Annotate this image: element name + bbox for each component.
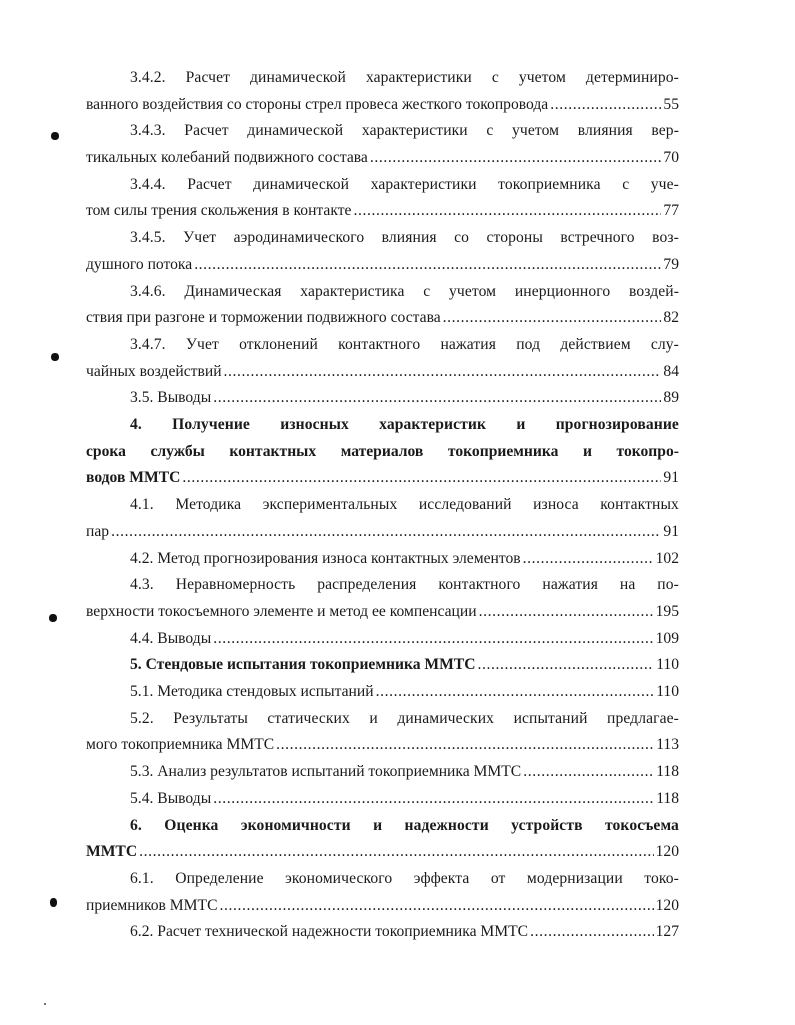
toc-number: 4.1. <box>130 496 154 514</box>
toc-number: 5.3. <box>130 763 154 781</box>
toc-entry-4: 4. Получение износных характеристик и прогнозирование срока службы контактных материалов токоприемника и токопро- водов ММТС ..... 91 <box>86 412 679 492</box>
toc-title-continuation: водов ММТС <box>86 469 181 487</box>
toc-number: 6.2. <box>130 923 154 941</box>
page-number: 120 <box>655 843 679 861</box>
page-number: 91 <box>663 522 679 540</box>
dot-leader <box>443 305 662 332</box>
dot-leader <box>111 519 661 546</box>
toc-title: Метод прогнозирования износа контактных элементов <box>157 549 521 567</box>
dot-leader <box>213 626 653 653</box>
toc-number: 3.4.2. <box>130 69 166 86</box>
scan-speck <box>44 1003 46 1005</box>
toc-entry-4-4 <box>86 626 679 653</box>
dot-leader <box>224 359 662 386</box>
toc-entry-4-1: 4.1. Методика экспериментальных исследований износа контактных пар ..... 91 <box>86 492 679 545</box>
toc-entry-5-3 <box>86 759 679 786</box>
page-number: 127 <box>655 923 679 941</box>
toc-title: Выводы <box>157 389 212 407</box>
scan-speck <box>51 353 59 361</box>
dot-leader <box>376 679 655 706</box>
dot-leader <box>530 919 654 946</box>
toc-title-continuation: ванного воздействия со стороны стрел провеса жесткого токопровода <box>86 95 549 113</box>
toc-number: 4. <box>130 416 142 434</box>
page-number: 82 <box>663 309 679 327</box>
dot-leader <box>182 465 661 492</box>
toc-entry-5-4 <box>86 786 679 813</box>
dot-leader <box>523 546 654 573</box>
toc-number: 6.1. <box>130 870 154 887</box>
toc-title-continuation: пар <box>86 522 110 540</box>
dot-leader <box>219 893 653 920</box>
toc-entry-6: 6. Оценка экономичности и надежности устройств токосъема ММТС ..... 120 <box>86 813 679 866</box>
toc-number: 3.4.5. <box>130 229 166 247</box>
toc-number: 5.4. <box>130 789 154 807</box>
page-number: 84 <box>663 362 679 380</box>
toc-title-continuation: верхности токосъемного элементе и метод ее компенсации <box>86 602 477 620</box>
dot-leader <box>477 652 654 679</box>
dot-leader <box>276 732 654 759</box>
page-number: 195 <box>655 602 679 620</box>
toc-title-continuation: ММТС <box>86 843 138 861</box>
toc-entry-6-1: 6.1. Определение экономического эффекта от модернизации токо- приемников ММТС ..... 120 <box>86 866 679 919</box>
toc-entry-4-3: 4.3. Неравномерность распределения контактного нажатия на по- верхности токосъемного элементе и метод ее компенсации ..... 195 <box>86 572 679 625</box>
page-number: 89 <box>663 389 679 407</box>
dot-leader <box>353 198 661 225</box>
dot-leader <box>194 252 661 279</box>
toc-title-continuation: душного потока <box>86 255 193 273</box>
page-number: 77 <box>663 202 679 220</box>
toc-entry-3-4-2: 3.4.2. Расчет динамической характеристики с учетом детерминиро- ванного воздействия со стороны стрел провеса жесткого токопровода ..... 55 <box>86 65 679 118</box>
dot-leader <box>213 786 654 813</box>
scan-speck <box>49 614 57 622</box>
toc-title: Анализ результатов испытаний токоприемника ММТС <box>157 763 522 781</box>
toc-number: 3.4.7. <box>130 336 166 353</box>
page-number: 110 <box>656 656 679 674</box>
scan-speck <box>51 132 59 140</box>
dot-leader <box>550 92 661 119</box>
toc-title-continuation: чайных воздействий <box>86 362 222 380</box>
page-number: 70 <box>663 149 679 167</box>
dot-leader <box>479 599 654 626</box>
toc-entry-5-2: 5.2. Результаты статических и динамических испытаний предлагае- мого токоприемника ММТС ..... 113 <box>86 706 679 759</box>
toc-entry-3-4-3: 3.4.3. Расчет динамической характеристики с учетом влияния вер- тикальных колебаний подвижного состава ..... 70 <box>86 118 679 171</box>
toc-title-continuation: ствия при разгоне и торможении подвижного состава <box>86 309 441 327</box>
page-number: 118 <box>656 763 679 781</box>
toc-entry-3-4-4: 3.4.4. Расчет динамической характеристики токоприемника с уче- том силы трения скольжения в контакте ..... 77 <box>86 172 679 225</box>
toc-title: Выводы <box>157 629 212 647</box>
toc-number: 4.4. <box>130 629 154 647</box>
toc-number: 5. <box>130 656 142 674</box>
dot-leader <box>213 385 661 412</box>
page-number: 102 <box>655 549 679 567</box>
dot-leader <box>523 759 654 786</box>
toc-entry-3-5 <box>86 385 679 412</box>
toc-entry-3-4-5: 3.4.5. Учет аэродинамического влияния со стороны встречного воз- душного потока ..... 79 <box>86 225 679 278</box>
toc-number: 3.4.3. <box>130 122 166 140</box>
page-number: 120 <box>655 896 679 914</box>
scan-speck <box>50 898 57 907</box>
page-number: 118 <box>656 789 679 807</box>
toc-number: 4.2. <box>130 549 154 567</box>
toc-title-continuation: мого токоприемника ММТС <box>86 736 275 754</box>
page-number: 110 <box>656 683 679 701</box>
page-number: 113 <box>656 736 679 754</box>
toc-number: 5.1. <box>130 683 154 701</box>
toc-entry-5-1 <box>86 679 679 706</box>
toc-title-continuation: том силы трения скольжения в контакте <box>86 202 352 220</box>
dot-leader <box>139 839 654 866</box>
toc-entry-5 <box>86 652 679 679</box>
toc-number: 5.2. <box>130 709 154 727</box>
toc-number: 3.4.6. <box>130 282 166 300</box>
toc-number: 4.3. <box>130 576 154 594</box>
toc-entry-3-4-7: 3.4.7. Учет отклонений контактного нажатия под действием слу- чайных воздействий ..... 84 <box>86 332 679 385</box>
toc-entry-3-4-6: 3.4.6. Динамическая характеристика с учетом инерционного воздей- ствия при разгоне и торможении подвижного состава ..... 82 <box>86 279 679 332</box>
toc-title: Расчет технической надежности токоприемника ММТС <box>157 923 529 941</box>
toc-number: 3.5. <box>130 389 154 407</box>
toc-number: 6. <box>130 816 142 834</box>
page-number: 91 <box>663 469 679 487</box>
toc-entry-4-2 <box>86 546 679 573</box>
dot-leader <box>370 145 662 172</box>
toc-entry-6-2 <box>86 919 679 946</box>
page-number: 55 <box>663 95 679 113</box>
page-number: 79 <box>663 255 679 273</box>
toc-title: Методика стендовых испытаний <box>157 683 374 701</box>
toc-title: Выводы <box>157 789 212 807</box>
toc-title-continuation: тикальных колебаний подвижного состава <box>86 149 368 167</box>
toc-title: Стендовые испытания токоприемника ММТС <box>145 656 476 674</box>
toc-title-continuation: приемников ММТС <box>86 896 218 914</box>
toc-number: 3.4.4. <box>130 175 166 193</box>
page-number: 109 <box>655 629 679 647</box>
